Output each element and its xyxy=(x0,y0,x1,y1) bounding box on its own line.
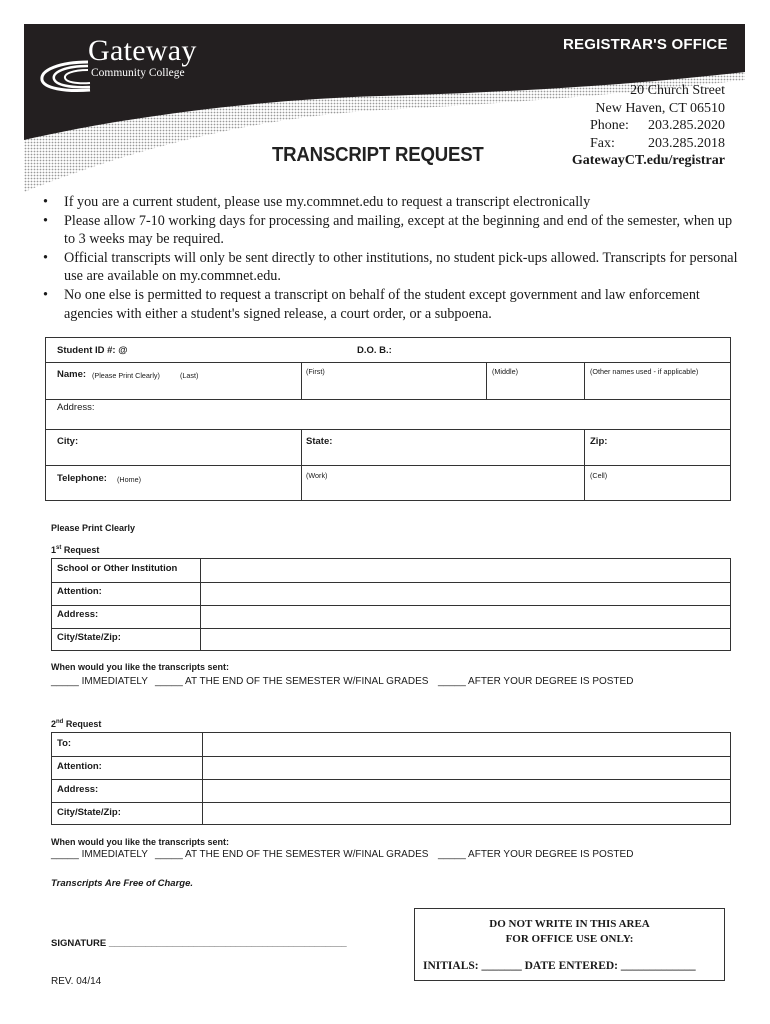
free-of-charge-note: Transcripts Are Free of Charge. xyxy=(51,878,194,889)
instruction-item: • No one else is permitted to request a transcript on behalf of the student except government and law enforcement agencies with either a student's signed release, a court order, or a subpoena. xyxy=(38,286,738,323)
office-address xyxy=(560,82,725,170)
signature-line[interactable]: SIGNATURE _____________________________________________ xyxy=(51,938,347,949)
logo-subtitle: Community College xyxy=(91,67,185,79)
dob-field[interactable]: D.O. B.: xyxy=(357,345,392,356)
request-1-option-end-semester[interactable]: _____ AT THE END OF THE SEMESTER W/FINAL GRADES xyxy=(155,676,429,687)
request-1-send-question: When would you like the transcripts sent: xyxy=(51,662,230,672)
work-phone-field[interactable]: (Work) xyxy=(306,471,328,480)
logo-title: Gateway xyxy=(88,34,197,67)
request-2-option-degree-posted[interactable]: _____ AFTER YOUR DEGREE IS POSTED xyxy=(438,849,634,860)
home-phone-field[interactable]: (Home) xyxy=(117,475,141,484)
request-2-option-end-semester[interactable]: _____ AT THE END OF THE SEMESTER W/FINAL GRADES xyxy=(155,849,429,860)
request-2-send-question: When would you like the transcripts sent: xyxy=(51,837,230,847)
instruction-item: • If you are a current student, please use my.commnet.edu to request a transcript electronically xyxy=(38,193,738,212)
telephone-label: Telephone: xyxy=(57,473,107,484)
phone-number: 203.285.2020 xyxy=(648,118,725,133)
request-2-heading: 2nd Request xyxy=(51,719,102,729)
fax-row xyxy=(560,135,725,153)
name-hint: (Please Print Clearly) xyxy=(92,371,160,380)
registrar-office-heading: REGISTRAR'S OFFICE xyxy=(563,36,728,53)
cell-phone-field[interactable]: (Cell) xyxy=(590,471,608,480)
middle-name-field[interactable]: (Middle) xyxy=(492,367,518,376)
request-2-table xyxy=(51,732,731,825)
print-clearly-note: Please Print Clearly xyxy=(51,523,136,533)
request-1-address-field[interactable]: Address: xyxy=(57,609,99,620)
first-name-field[interactable]: (First) xyxy=(306,367,325,376)
state-field[interactable]: State: xyxy=(306,436,333,447)
request-1-option-immediately[interactable]: _____ IMMEDIATELY xyxy=(51,676,148,687)
page-title: TRANSCRIPT REQUEST xyxy=(272,144,484,166)
phone-row xyxy=(560,117,725,135)
request-2-option-immediately[interactable]: _____ IMMEDIATELY xyxy=(51,849,148,860)
instruction-item: • Please allow 7-10 working days for processing and mailing, except at the beginning and end of the semester, when up to 3 weeks may be required. xyxy=(38,212,738,249)
website: GatewayCT.edu/registrar xyxy=(571,153,725,168)
request-2-city-field[interactable]: City/State/Zip: xyxy=(57,807,121,818)
request-1-heading: 1st Request xyxy=(51,545,100,555)
student-info-table xyxy=(45,337,731,501)
fax-number: 203.285.2018 xyxy=(648,135,725,151)
zip-field[interactable]: Zip: xyxy=(590,436,608,447)
office-use-heading: DO NOT WRITE IN THIS AREA FOR OFFICE USE ONLY: xyxy=(489,918,650,945)
revision-label: REV. 04/14 xyxy=(51,976,102,987)
phone-label: Phone: xyxy=(590,118,629,133)
last-name-field[interactable]: (Last) xyxy=(180,371,199,380)
address-field[interactable]: Address: xyxy=(57,402,95,413)
instructions-list xyxy=(38,193,738,323)
request-2-address-field[interactable]: Address: xyxy=(57,784,99,795)
request-1-city-field[interactable]: City/State/Zip: xyxy=(57,632,121,643)
city-field[interactable]: City: xyxy=(57,436,79,447)
address-street: 20 Church Street xyxy=(630,83,725,98)
name-label: Name: xyxy=(57,369,87,380)
fax-label: Fax: xyxy=(590,135,615,151)
request-1-option-degree-posted[interactable]: _____ AFTER YOUR DEGREE IS POSTED xyxy=(438,676,634,687)
request-2-attention-field[interactable]: Attention: xyxy=(57,761,102,772)
student-id-field[interactable]: Student ID #: @ xyxy=(57,345,128,356)
request-1-attention-field[interactable]: Attention: xyxy=(57,586,102,597)
office-use-fields: INITIALS: _______ DATE ENTERED: _____________ xyxy=(423,960,696,972)
address-city: New Haven, CT 06510 xyxy=(595,100,725,116)
request-1-institution-field[interactable]: School or Other Institution xyxy=(57,563,178,574)
office-use-box xyxy=(414,908,725,981)
request-2-to-field[interactable]: To: xyxy=(57,738,72,749)
instruction-item: • Official transcripts will only be sent directly to other institutions, no student pick-ups allowed. Transcripts for personal use are available on my.commnet.edu. xyxy=(38,249,738,286)
other-names-field[interactable]: (Other names used - if applicable) xyxy=(590,367,699,376)
